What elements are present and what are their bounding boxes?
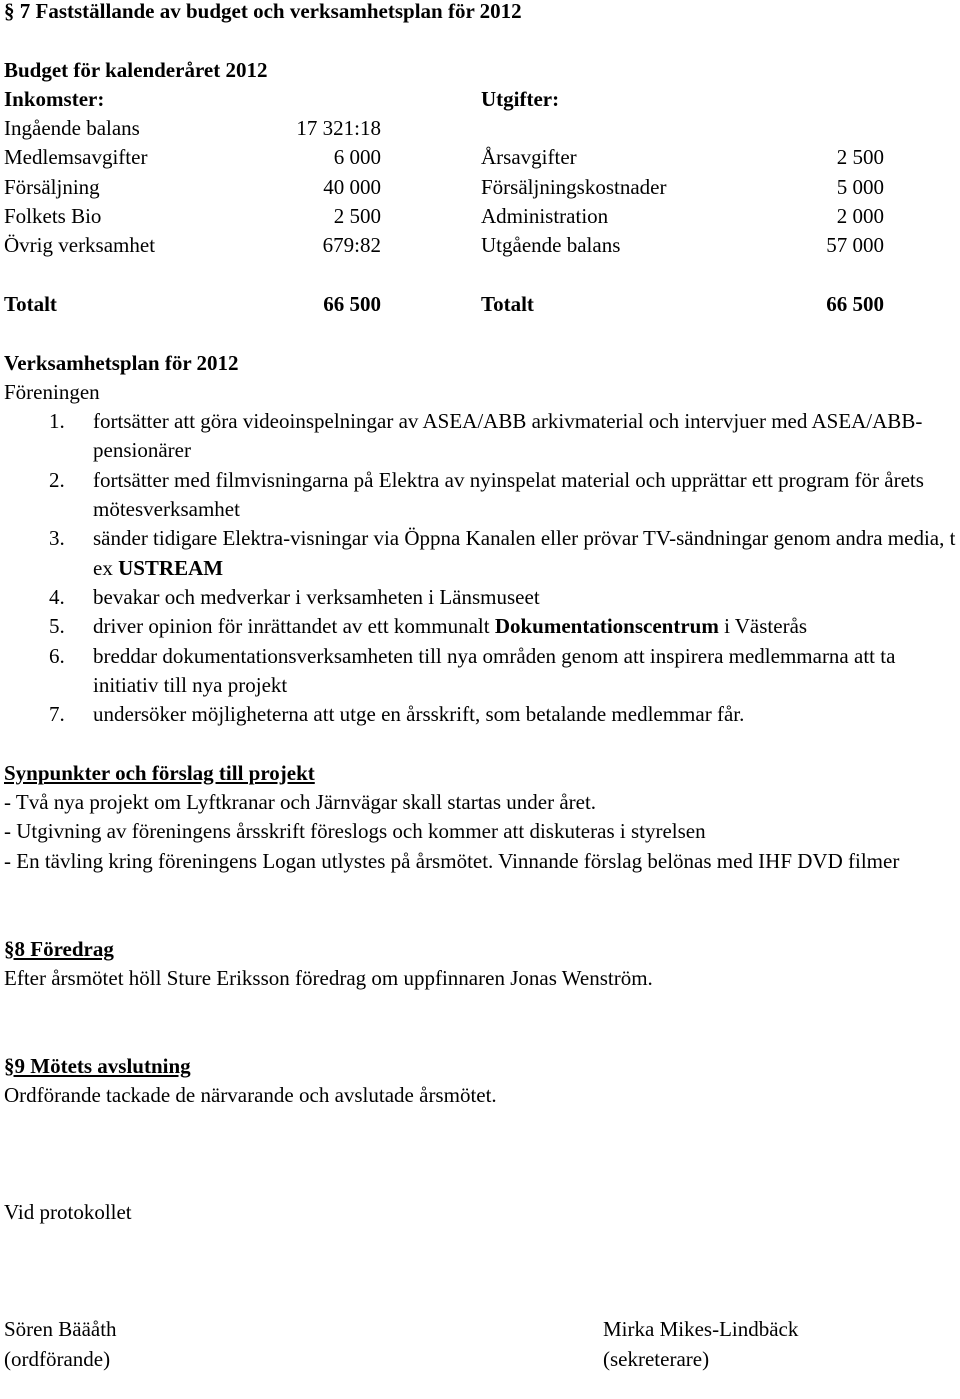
plan-item [4, 583, 956, 612]
spacer [4, 319, 956, 348]
signer-roles-row [4, 1345, 956, 1374]
suggestion-item: - En tävling kring föreningens Logan utlystes på årsmötet. Vinnande förslag belönas med IHF DVD filmer [4, 848, 900, 873]
plan-item-number: 5. [49, 614, 65, 639]
plan-item-text-part: i Västerås [718, 614, 808, 639]
section-7-heading: § 7 Fastställande av budget och verksamhetsplan för 2012 [4, 0, 522, 23]
income-total-value: 66 500 [323, 291, 381, 316]
spacer [4, 1022, 956, 1051]
expense-value: 5 000 [836, 174, 884, 199]
income-label: Försäljning [4, 174, 100, 199]
expense-total-value: 66 500 [826, 291, 884, 316]
plan-item-text: undersöker möjligheterna att utge en årsskrift, som betalande medlemmar får. [93, 702, 745, 727]
plan-item-text: fortsätter med filmvisningarna på Elektra av nyinspelat material och upprättar ett program för årets mötesverksamhet [93, 467, 924, 522]
suggestion-item: - Utgivning av föreningens årsskrift föreslogs och kommer att diskuteras i styrelsen [4, 819, 706, 844]
expense-value: 2 500 [836, 145, 884, 170]
plan-item [4, 612, 956, 641]
section-9-heading: §9 Mötets avslutning [4, 1053, 191, 1078]
plan-item-text: breddar dokumentationsverksamheten till nya områden genom att inspirera medlemmarna att ta initiativ till nya projekt [93, 643, 896, 697]
income-label: Medlemsavgifter [4, 145, 148, 170]
plan-title: Verksamhetsplan för 2012 [4, 350, 239, 375]
income-value: 40 000 [323, 174, 381, 199]
chairman-role: (ordförande) [4, 1346, 111, 1371]
spacer [4, 905, 956, 934]
budget-row [4, 173, 956, 202]
income-value: 17 321:18 [296, 116, 381, 141]
plan-item-text: fortsätter att göra videoinspelningar av ASEA/ABB arkivmaterial och intervjuer med ASEA/ABB-pensionärer [93, 409, 923, 463]
income-label: Övrig verksamhet [4, 233, 156, 258]
spacer [4, 993, 956, 1022]
income-value: 679:82 [322, 233, 381, 258]
expense-header: Utgifter: [481, 86, 560, 111]
budget-row [4, 202, 956, 231]
expense-value: 2 000 [836, 204, 884, 229]
spacer [4, 26, 956, 55]
ustream-text: USTREAM [118, 555, 224, 580]
plan-item-number: 4. [49, 584, 65, 609]
spacer [4, 1286, 956, 1315]
suggestion-item: - Två nya projekt om Lyftkranar och Järnvägar skall startas under året. [4, 790, 597, 815]
document-page [4, 0, 956, 1374]
expense-total-label: Totalt [481, 291, 534, 316]
plan-item [4, 642, 956, 701]
spacer [4, 876, 956, 905]
income-header: Inkomster: [4, 86, 105, 111]
plan-item [4, 407, 956, 466]
plan-intro: Föreningen [4, 379, 100, 404]
budget-total-row [4, 290, 956, 319]
plan-list [4, 407, 956, 729]
spacer [4, 1140, 956, 1169]
budget-title: Budget för kalenderåret 2012 [4, 57, 268, 82]
protocol-label: Vid protokollet [4, 1200, 132, 1225]
expense-label: Administration [481, 204, 609, 229]
section-9-text: Ordförande tackade de närvarande och avslutade årsmötet. [4, 1082, 497, 1107]
plan-item-text [93, 612, 956, 641]
expense-label: Årsavgifter [481, 145, 577, 170]
section-8-text: Efter årsmötet höll Sture Eriksson föredrag om uppfinnaren Jonas Wenström. [4, 965, 653, 990]
plan-item-text: bevakar och medverkar i verksamheten i Länsmuseet [93, 584, 540, 609]
secretary-name: Mirka Mikes-Lindbäck [603, 1317, 799, 1342]
expense-label: Försäljningskostnader [481, 174, 667, 199]
plan-item-number: 1. [49, 409, 65, 434]
spacer [4, 1257, 956, 1286]
budget-row [4, 143, 956, 172]
suggestions-title: Synpunkter och förslag till projekt [4, 760, 315, 785]
secretary-role: (sekreterare) [603, 1346, 710, 1371]
plan-item [4, 466, 956, 525]
income-value: 6 000 [333, 145, 381, 170]
budget-row [4, 231, 956, 260]
plan-item [4, 524, 956, 583]
plan-item [4, 700, 956, 729]
spacer [4, 729, 956, 758]
income-value: 2 500 [333, 204, 381, 229]
dokumentationscentrum-text: Dokumentationscentrum [494, 614, 719, 639]
income-total-label: Totalt [4, 291, 57, 316]
plan-item-number: 2. [49, 467, 65, 492]
budget-header-row [4, 85, 956, 114]
plan-item-number: 3. [49, 526, 65, 551]
spacer [4, 1169, 956, 1198]
signer-names-row [4, 1315, 956, 1344]
chairman-name: Sören Bääåth [4, 1317, 117, 1342]
section-8-heading: §8 Föredrag [4, 936, 114, 961]
spacer [4, 261, 956, 290]
plan-item-number: 6. [49, 643, 65, 668]
plan-item-text-part: driver opinion för inrättandet av ett kommunalt [93, 614, 495, 639]
income-label: Folkets Bio [4, 204, 102, 229]
budget-row [4, 114, 956, 143]
expense-label: Utgående balans [481, 233, 621, 258]
plan-item-text [93, 524, 956, 583]
spacer [4, 1110, 956, 1139]
spacer [4, 1227, 956, 1256]
plan-item-number: 7. [49, 702, 65, 727]
income-label: Ingående balans [4, 116, 140, 141]
expense-value: 57 000 [826, 233, 884, 258]
plan-item-text-part: sänder tidigare Elektra-visningar via Öppna Kanalen eller prövar TV-sändningar genom andra media, t ex [93, 526, 956, 580]
